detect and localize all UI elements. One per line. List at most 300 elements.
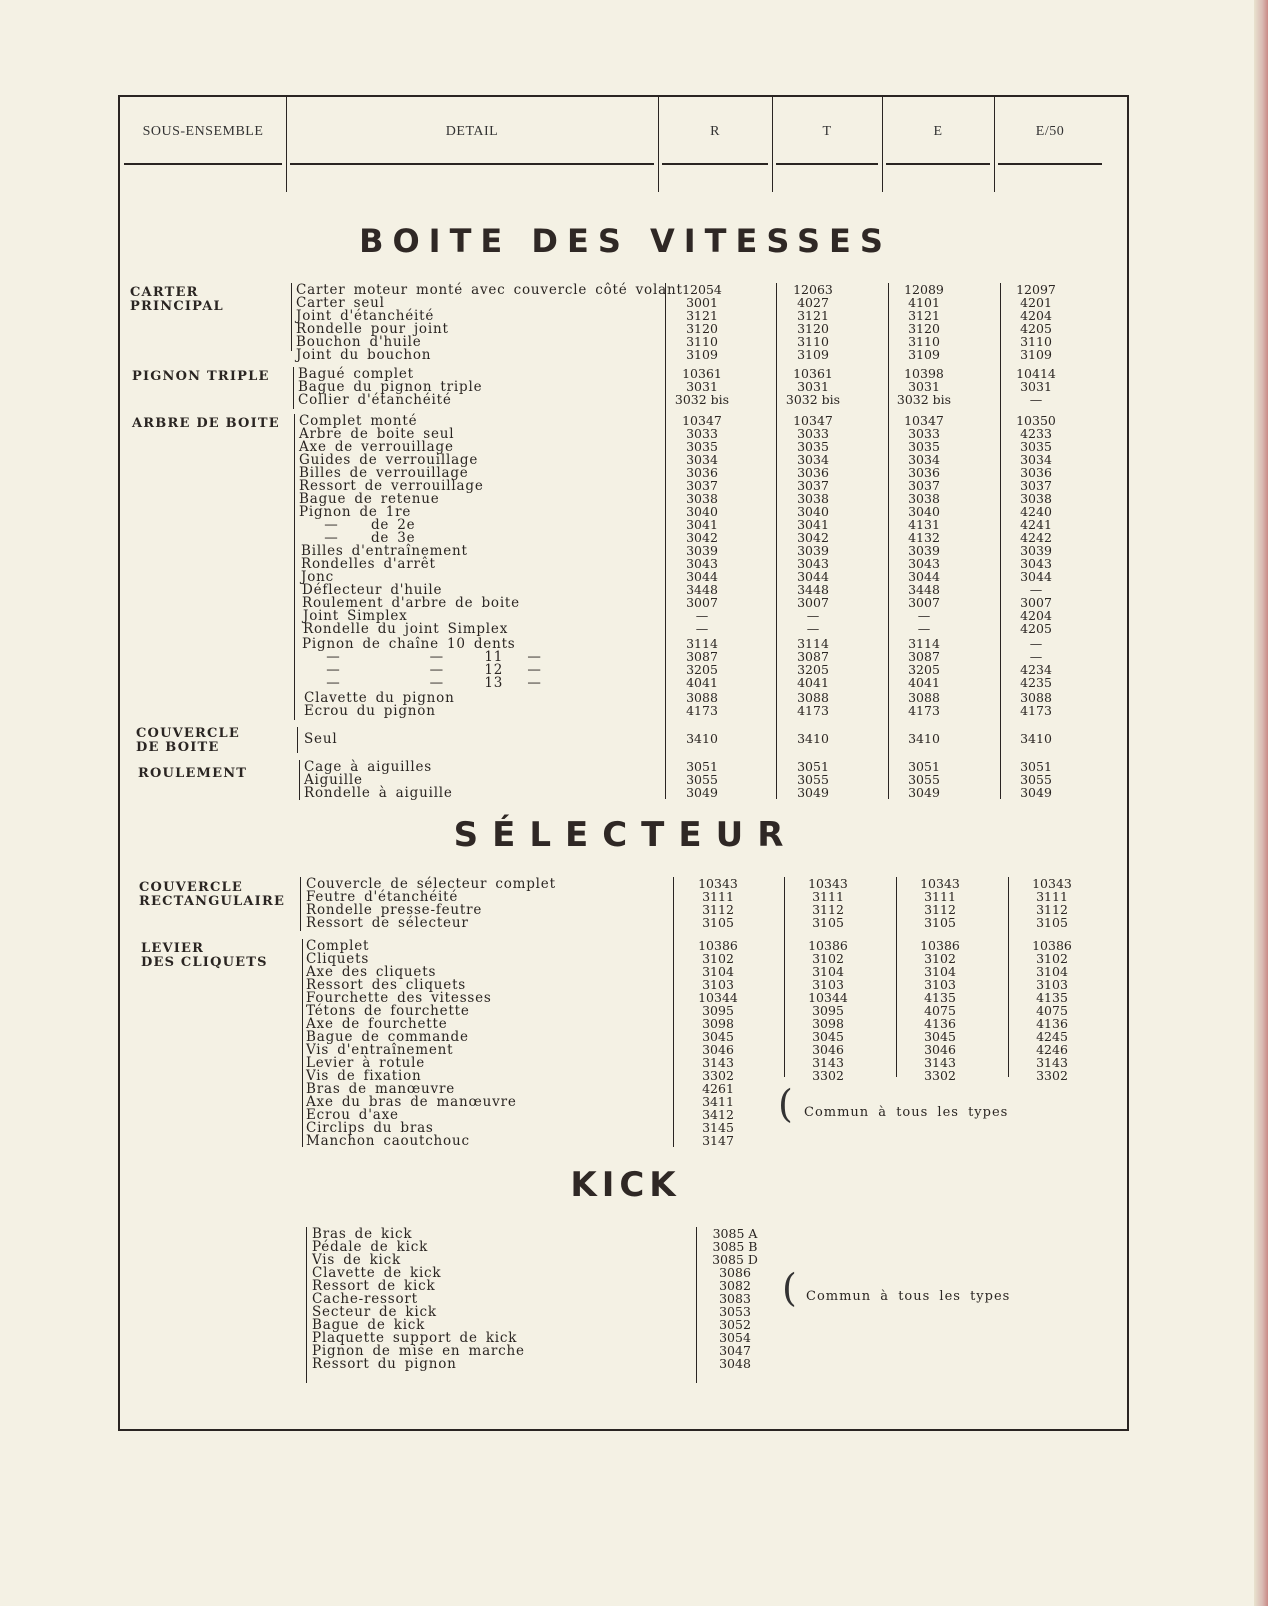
- table-row: [120, 557, 1120, 571]
- detail-cell: Vis d'entraînement: [306, 1042, 454, 1058]
- detail-cell: — — 11 —: [302, 649, 542, 665]
- part-number-e50: 3103: [1036, 977, 1068, 992]
- part-number-r: 3007: [686, 595, 718, 610]
- table-row: [120, 760, 1120, 774]
- table-row: [120, 322, 1120, 336]
- part-number-t: 10344: [808, 990, 848, 1005]
- part-number-e50: 10414: [1016, 366, 1056, 381]
- table-row: [120, 978, 1120, 992]
- table-row: [120, 676, 1120, 690]
- part-number-r: 3110: [686, 334, 718, 349]
- part-number-e: 3410: [908, 731, 940, 746]
- table-row: [120, 531, 1120, 545]
- detail-cell: Axe du bras de manœuvre: [306, 1094, 517, 1110]
- part-number-t: 3007: [797, 595, 829, 610]
- part-number-e50: 4233: [1020, 426, 1052, 441]
- part-number-e50: 3111: [1036, 889, 1068, 904]
- part-number-e: 3033: [908, 426, 940, 441]
- detail-cell: Circlips du bras: [306, 1120, 434, 1136]
- detail-cell: Pignon de mise en marche: [312, 1343, 525, 1359]
- part-number-e50: 10386: [1032, 938, 1072, 953]
- table-row: [120, 296, 1120, 310]
- part-number-t: —: [806, 621, 820, 636]
- part-number-t: 3039: [797, 543, 829, 558]
- part-number-e: 4101: [908, 295, 940, 310]
- part-number-r: 3046: [702, 1042, 734, 1057]
- part-number-e: 3044: [908, 569, 940, 584]
- detail-cell: Rondelle à aiguille: [304, 785, 453, 801]
- detail-cell: Bras de kick: [312, 1226, 413, 1242]
- table-row: [120, 1043, 1120, 1057]
- part-number-e50: 3036: [1020, 465, 1052, 480]
- table-row: [120, 939, 1120, 953]
- part-number-e: 10347: [904, 413, 944, 428]
- part-number-r: —: [695, 621, 709, 636]
- part-number-t: 3111: [812, 889, 844, 904]
- part-number-t: 4041: [797, 675, 829, 690]
- table-row: [120, 1305, 1120, 1319]
- part-number-e50: 4136: [1036, 1016, 1068, 1031]
- detail-cell: Roulement d'arbre de boite: [302, 595, 520, 611]
- table-row: [120, 622, 1120, 636]
- table-row: [120, 309, 1120, 323]
- part-number-t: 3095: [812, 1003, 844, 1018]
- part-number-e: 3046: [924, 1042, 956, 1057]
- detail-cell: Clavette de kick: [312, 1265, 442, 1281]
- part-number-t: 4173: [797, 703, 829, 718]
- part-number-e50: 3044: [1020, 569, 1052, 584]
- detail-cell: Plaquette support de kick: [312, 1330, 518, 1346]
- part-number-r: 12054: [682, 282, 722, 297]
- table-row: [120, 367, 1120, 381]
- part-number-r: 10361: [682, 366, 722, 381]
- detail-cell: Ressort de verrouillage: [299, 478, 484, 494]
- part-number-r: 3085 D: [712, 1252, 758, 1267]
- detail-cell: — de 2e: [300, 517, 416, 533]
- part-number-r: 3001: [686, 295, 718, 310]
- part-number-r: 3086: [719, 1265, 751, 1280]
- table-row: [120, 518, 1120, 532]
- detail-cell: Joint d'étanchéité: [296, 308, 435, 324]
- part-number-r: 3040: [686, 504, 718, 519]
- part-number-r: 3410: [686, 731, 718, 746]
- part-number-r: 3048: [719, 1356, 751, 1371]
- detail-cell: Rondelles d'arrêt: [301, 556, 436, 572]
- part-number-e50: 3034: [1020, 452, 1052, 467]
- part-number-e50: 3039: [1020, 543, 1052, 558]
- part-number-t: 3205: [797, 662, 829, 677]
- part-number-t: 3049: [797, 785, 829, 800]
- part-number-t: 3114: [797, 636, 829, 651]
- detail-cell: Cache-ressort: [312, 1291, 418, 1307]
- part-number-t: 3104: [812, 964, 844, 979]
- detail-cell: Ressort de kick: [312, 1278, 436, 1294]
- part-number-t: 3120: [797, 321, 829, 336]
- detail-cell: Billes de verrouillage: [299, 465, 469, 481]
- part-number-r: 3043: [686, 556, 718, 571]
- table-row: [120, 1240, 1120, 1254]
- detail-cell: — — 13 —: [302, 675, 542, 691]
- part-number-e: 3038: [908, 491, 940, 506]
- table-row: [120, 650, 1120, 664]
- subgroup-label: RECTANGULAIRE: [139, 894, 286, 909]
- part-number-e50: 10350: [1016, 413, 1056, 428]
- commun-note-selecteur: Commun à tous les types: [804, 1105, 1009, 1120]
- part-number-t: 3103: [812, 977, 844, 992]
- table-row: [120, 1082, 1120, 1096]
- part-number-r: 3103: [702, 977, 734, 992]
- part-number-e50: 3112: [1036, 902, 1068, 917]
- part-number-e: 12089: [904, 282, 944, 297]
- part-number-t: 10347: [793, 413, 833, 428]
- table-row: [120, 479, 1120, 493]
- part-number-t: 10361: [793, 366, 833, 381]
- part-number-r: —: [695, 608, 709, 623]
- part-number-e50: 3302: [1036, 1068, 1068, 1083]
- part-number-t: 3105: [812, 915, 844, 930]
- table-row: [120, 704, 1120, 718]
- part-number-e50: 3043: [1020, 556, 1052, 571]
- detail-cell: Manchon caoutchouc: [306, 1133, 470, 1149]
- part-number-e50: 3105: [1036, 915, 1068, 930]
- part-number-r: 3083: [719, 1291, 751, 1306]
- detail-cell: Cage à aiguilles: [304, 759, 433, 775]
- part-number-e50: —: [1029, 582, 1043, 597]
- part-number-e: —: [917, 621, 931, 636]
- subgroup-label: DE BOITE: [136, 740, 220, 755]
- part-number-e50: 3037: [1020, 478, 1052, 493]
- part-number-e: 3034: [908, 452, 940, 467]
- detail-cell: Aiguille: [304, 772, 363, 788]
- part-number-t: 12063: [793, 282, 833, 297]
- table-row: [120, 663, 1120, 677]
- table-row: [120, 1344, 1120, 1358]
- part-number-r: 3102: [702, 951, 734, 966]
- part-number-t: 10386: [808, 938, 848, 953]
- part-number-e: 4041: [908, 675, 940, 690]
- subgroup-label: COUVERCLE: [136, 726, 241, 741]
- detail-cell: Rondelle du joint Simplex: [303, 621, 509, 637]
- part-number-e: 3045: [924, 1029, 956, 1044]
- detail-cell: Pignon de chaîne 10 dents: [302, 636, 516, 652]
- table-row: [120, 1017, 1120, 1031]
- commun-note-kick: Commun à tous les types: [806, 1289, 1011, 1304]
- detail-cell: Bague du pignon triple: [298, 379, 483, 395]
- part-number-t: 3109: [797, 347, 829, 362]
- table-row: [120, 952, 1120, 966]
- table-row: [120, 773, 1120, 787]
- part-number-r: 3033: [686, 426, 718, 441]
- part-number-t: 3037: [797, 478, 829, 493]
- part-number-e50: 10343: [1032, 876, 1072, 891]
- part-number-r: 3087: [686, 649, 718, 664]
- col-header-r: R: [710, 124, 720, 139]
- part-number-r: 4041: [686, 675, 718, 690]
- part-number-r: 3095: [702, 1003, 734, 1018]
- detail-cell: Secteur de kick: [312, 1304, 437, 1320]
- part-number-e: 10386: [920, 938, 960, 953]
- part-number-e50: 3109: [1020, 347, 1052, 362]
- part-number-e: 3205: [908, 662, 940, 677]
- part-number-r: 3302: [702, 1068, 734, 1083]
- part-number-t: 3087: [797, 649, 829, 664]
- part-number-e50: —: [1029, 649, 1043, 664]
- part-number-e50: 3110: [1020, 334, 1052, 349]
- part-number-r: 3051: [686, 759, 718, 774]
- table-row: [120, 596, 1120, 610]
- part-number-r: 3112: [702, 902, 734, 917]
- part-number-e50: 4205: [1020, 621, 1052, 636]
- part-number-e50: 3102: [1036, 951, 1068, 966]
- part-number-t: 3302: [812, 1068, 844, 1083]
- subgroup-label: PIGNON TRIPLE: [132, 369, 270, 384]
- table-row: [120, 1331, 1120, 1345]
- part-number-r: 3055: [686, 772, 718, 787]
- part-number-r: 3121: [686, 308, 718, 323]
- part-number-t: 3110: [797, 334, 829, 349]
- part-number-r: 3035: [686, 439, 718, 454]
- part-number-e: 4075: [924, 1003, 956, 1018]
- part-number-t: 3043: [797, 556, 829, 571]
- part-number-e50: 3143: [1036, 1055, 1068, 1070]
- part-number-t: 10343: [808, 876, 848, 891]
- part-number-e50: 4241: [1020, 517, 1052, 532]
- column-divider: [772, 97, 773, 192]
- table-row: [120, 348, 1120, 362]
- detail-cell: Collier d'étanchéité: [298, 392, 452, 408]
- part-number-e: 3051: [908, 759, 940, 774]
- header-rule: [124, 163, 282, 165]
- part-number-e50: 4204: [1020, 608, 1052, 623]
- detail-cell: Ecrou d'axe: [306, 1107, 399, 1123]
- part-number-e: —: [917, 608, 931, 623]
- detail-cell: Joint Simplex: [303, 608, 408, 624]
- part-number-e50: 12097: [1016, 282, 1056, 297]
- part-number-e: 3110: [908, 334, 940, 349]
- part-number-e: 3087: [908, 649, 940, 664]
- part-number-r: 3039: [686, 543, 718, 558]
- detail-cell: Levier à rotule: [306, 1055, 425, 1071]
- part-number-t: 3034: [797, 452, 829, 467]
- table-row: [120, 732, 1120, 746]
- part-number-r: 3042: [686, 530, 718, 545]
- part-number-e: 3031: [908, 379, 940, 394]
- part-number-r: 10343: [698, 876, 738, 891]
- part-number-r: 3085 B: [712, 1239, 758, 1254]
- detail-cell: Bague de kick: [312, 1317, 426, 1333]
- part-number-e50: 4246: [1036, 1042, 1068, 1057]
- part-number-t: 3041: [797, 517, 829, 532]
- detail-cell: Bouchon d'huile: [296, 334, 422, 350]
- detail-cell: Vis de fixation: [306, 1068, 422, 1084]
- part-number-t: 3042: [797, 530, 829, 545]
- part-number-r: 3143: [702, 1055, 734, 1070]
- part-number-t: 4027: [797, 295, 829, 310]
- col-header-sous-ensemble: SOUS-ENSEMBLE: [142, 124, 264, 139]
- part-number-t: 3102: [812, 951, 844, 966]
- part-number-e: 3088: [908, 690, 940, 705]
- subgroup-label: DES CLIQUETS: [141, 955, 268, 970]
- part-number-r: 3053: [719, 1304, 751, 1319]
- detail-cell: Bague de retenue: [299, 491, 440, 507]
- part-number-r: 3147: [702, 1133, 734, 1148]
- part-number-e: 3007: [908, 595, 940, 610]
- part-number-t: 3040: [797, 504, 829, 519]
- subgroup-label: ARBRE DE BOITE: [132, 416, 280, 431]
- part-number-r: 4261: [702, 1081, 734, 1096]
- detail-cell: Pignon de 1re: [299, 504, 412, 520]
- part-number-e50: 3038: [1020, 491, 1052, 506]
- detail-cell: Ecrou du pignon: [304, 703, 436, 719]
- subgroup-label: COUVERCLE: [139, 880, 244, 895]
- detail-cell: Vis de kick: [312, 1252, 402, 1268]
- part-number-e: 3103: [924, 977, 956, 992]
- header-rule: [886, 163, 990, 165]
- part-number-e50: 3007: [1020, 595, 1052, 610]
- part-number-e: 3112: [924, 902, 956, 917]
- part-number-r: 3034: [686, 452, 718, 467]
- table-row: [120, 1134, 1120, 1148]
- part-number-r: 4173: [686, 703, 718, 718]
- table-row: [120, 570, 1120, 584]
- detail-cell: Clavette du pignon: [304, 690, 455, 706]
- table-row: [120, 283, 1120, 297]
- detail-cell: Bague de commande: [306, 1029, 469, 1045]
- col-header-e50: E/50: [1035, 124, 1065, 139]
- part-number-e: 3105: [924, 915, 956, 930]
- detail-cell: Cliquets: [306, 951, 370, 967]
- part-number-e50: 3088: [1020, 690, 1052, 705]
- header-rule: [998, 163, 1102, 165]
- part-number-e50: 3410: [1020, 731, 1052, 746]
- part-number-e50: 4235: [1020, 675, 1052, 690]
- part-number-t: 3032 bis: [785, 392, 841, 407]
- table-row: [120, 505, 1120, 519]
- part-number-e50: 3035: [1020, 439, 1052, 454]
- part-number-r: 3105: [702, 915, 734, 930]
- detail-cell: Couvercle de sélecteur complet: [306, 876, 556, 892]
- header-rule: [776, 163, 878, 165]
- part-number-r: 3088: [686, 690, 718, 705]
- table-row: [120, 1253, 1120, 1267]
- table-row: [120, 335, 1120, 349]
- part-number-r: 3036: [686, 465, 718, 480]
- part-number-e50: 4240: [1020, 504, 1052, 519]
- part-number-e50: 3031: [1020, 379, 1052, 394]
- part-number-e50: 4204: [1020, 308, 1052, 323]
- part-number-e: 3120: [908, 321, 940, 336]
- part-number-t: 3036: [797, 465, 829, 480]
- table-row: [120, 965, 1120, 979]
- part-number-e50: 4135: [1036, 990, 1068, 1005]
- part-number-e: 4131: [908, 517, 940, 532]
- table-row: [120, 440, 1120, 454]
- part-number-e: 4136: [924, 1016, 956, 1031]
- part-number-e: 3037: [908, 478, 940, 493]
- part-number-t: 3033: [797, 426, 829, 441]
- part-number-e50: 4245: [1036, 1029, 1068, 1044]
- detail-cell: Axe de verrouillage: [299, 439, 454, 455]
- detail-cell: Ressort des cliquets: [306, 977, 467, 993]
- part-number-e: 3043: [908, 556, 940, 571]
- table-row: [120, 414, 1120, 428]
- part-number-r: 10344: [698, 990, 738, 1005]
- detail-cell: Joint du bouchon: [296, 347, 432, 363]
- part-number-t: 3448: [797, 582, 829, 597]
- table-row: [120, 637, 1120, 651]
- table-row: [120, 1056, 1120, 1070]
- table-row: [120, 466, 1120, 480]
- col-header-t: T: [822, 124, 832, 139]
- part-number-e50: 4201: [1020, 295, 1052, 310]
- part-number-t: 3112: [812, 902, 844, 917]
- part-number-r: 3049: [686, 785, 718, 800]
- detail-cell: Guides de verrouillage: [299, 452, 479, 468]
- detail-cell: Carter seul: [296, 295, 385, 311]
- col-header-e: E: [933, 124, 943, 139]
- part-number-r: 3085 A: [712, 1226, 758, 1241]
- part-number-e50: 4173: [1020, 703, 1052, 718]
- column-divider: [658, 97, 659, 192]
- brace: (: [778, 1082, 793, 1126]
- table-row: [120, 427, 1120, 441]
- part-number-r: 3041: [686, 517, 718, 532]
- part-number-e: 10343: [920, 876, 960, 891]
- parts-table: [118, 95, 1129, 1431]
- part-number-e: 3055: [908, 772, 940, 787]
- detail-cell: Rondelle pour joint: [296, 321, 449, 337]
- part-number-t: 3051: [797, 759, 829, 774]
- column-divider: [882, 97, 883, 192]
- part-number-e: 3121: [908, 308, 940, 323]
- part-number-e50: 3049: [1020, 785, 1052, 800]
- part-number-r: 3120: [686, 321, 718, 336]
- part-number-e: 3104: [924, 964, 956, 979]
- part-number-r: 3109: [686, 347, 718, 362]
- part-number-t: 3410: [797, 731, 829, 746]
- table-row: [120, 1357, 1120, 1371]
- part-number-e50: 4075: [1036, 1003, 1068, 1018]
- detail-cell: Axe des cliquets: [306, 964, 437, 980]
- table-row: [120, 1121, 1120, 1135]
- detail-cell: Jonc: [301, 569, 334, 585]
- part-number-e: 3114: [908, 636, 940, 651]
- part-number-e50: —: [1029, 392, 1043, 407]
- subgroup-label: PRINCIPAL: [130, 299, 224, 314]
- part-number-r: 3052: [719, 1317, 751, 1332]
- part-number-e: 3109: [908, 347, 940, 362]
- part-number-t: 3098: [812, 1016, 844, 1031]
- part-number-e: 3032 bis: [896, 392, 952, 407]
- detail-cell: Seul: [304, 731, 338, 747]
- part-number-e: 3102: [924, 951, 956, 966]
- col-header-detail: DETAIL: [445, 124, 499, 139]
- table-row: [120, 877, 1120, 891]
- page-edge: [1254, 0, 1268, 1606]
- table-row: [120, 991, 1120, 1005]
- part-number-e: 4173: [908, 703, 940, 718]
- part-number-t: 3088: [797, 690, 829, 705]
- detail-cell: Feutre d'étanchéité: [306, 889, 459, 905]
- subgroup-label: LEVIER: [141, 941, 205, 956]
- table-row: [120, 544, 1120, 558]
- table-row: [120, 583, 1120, 597]
- part-number-r: 3145: [702, 1120, 734, 1135]
- table-row: [120, 1318, 1120, 1332]
- part-number-r: 3038: [686, 491, 718, 506]
- detail-cell: Pédale de kick: [312, 1239, 429, 1255]
- part-number-r: 3412: [702, 1107, 734, 1122]
